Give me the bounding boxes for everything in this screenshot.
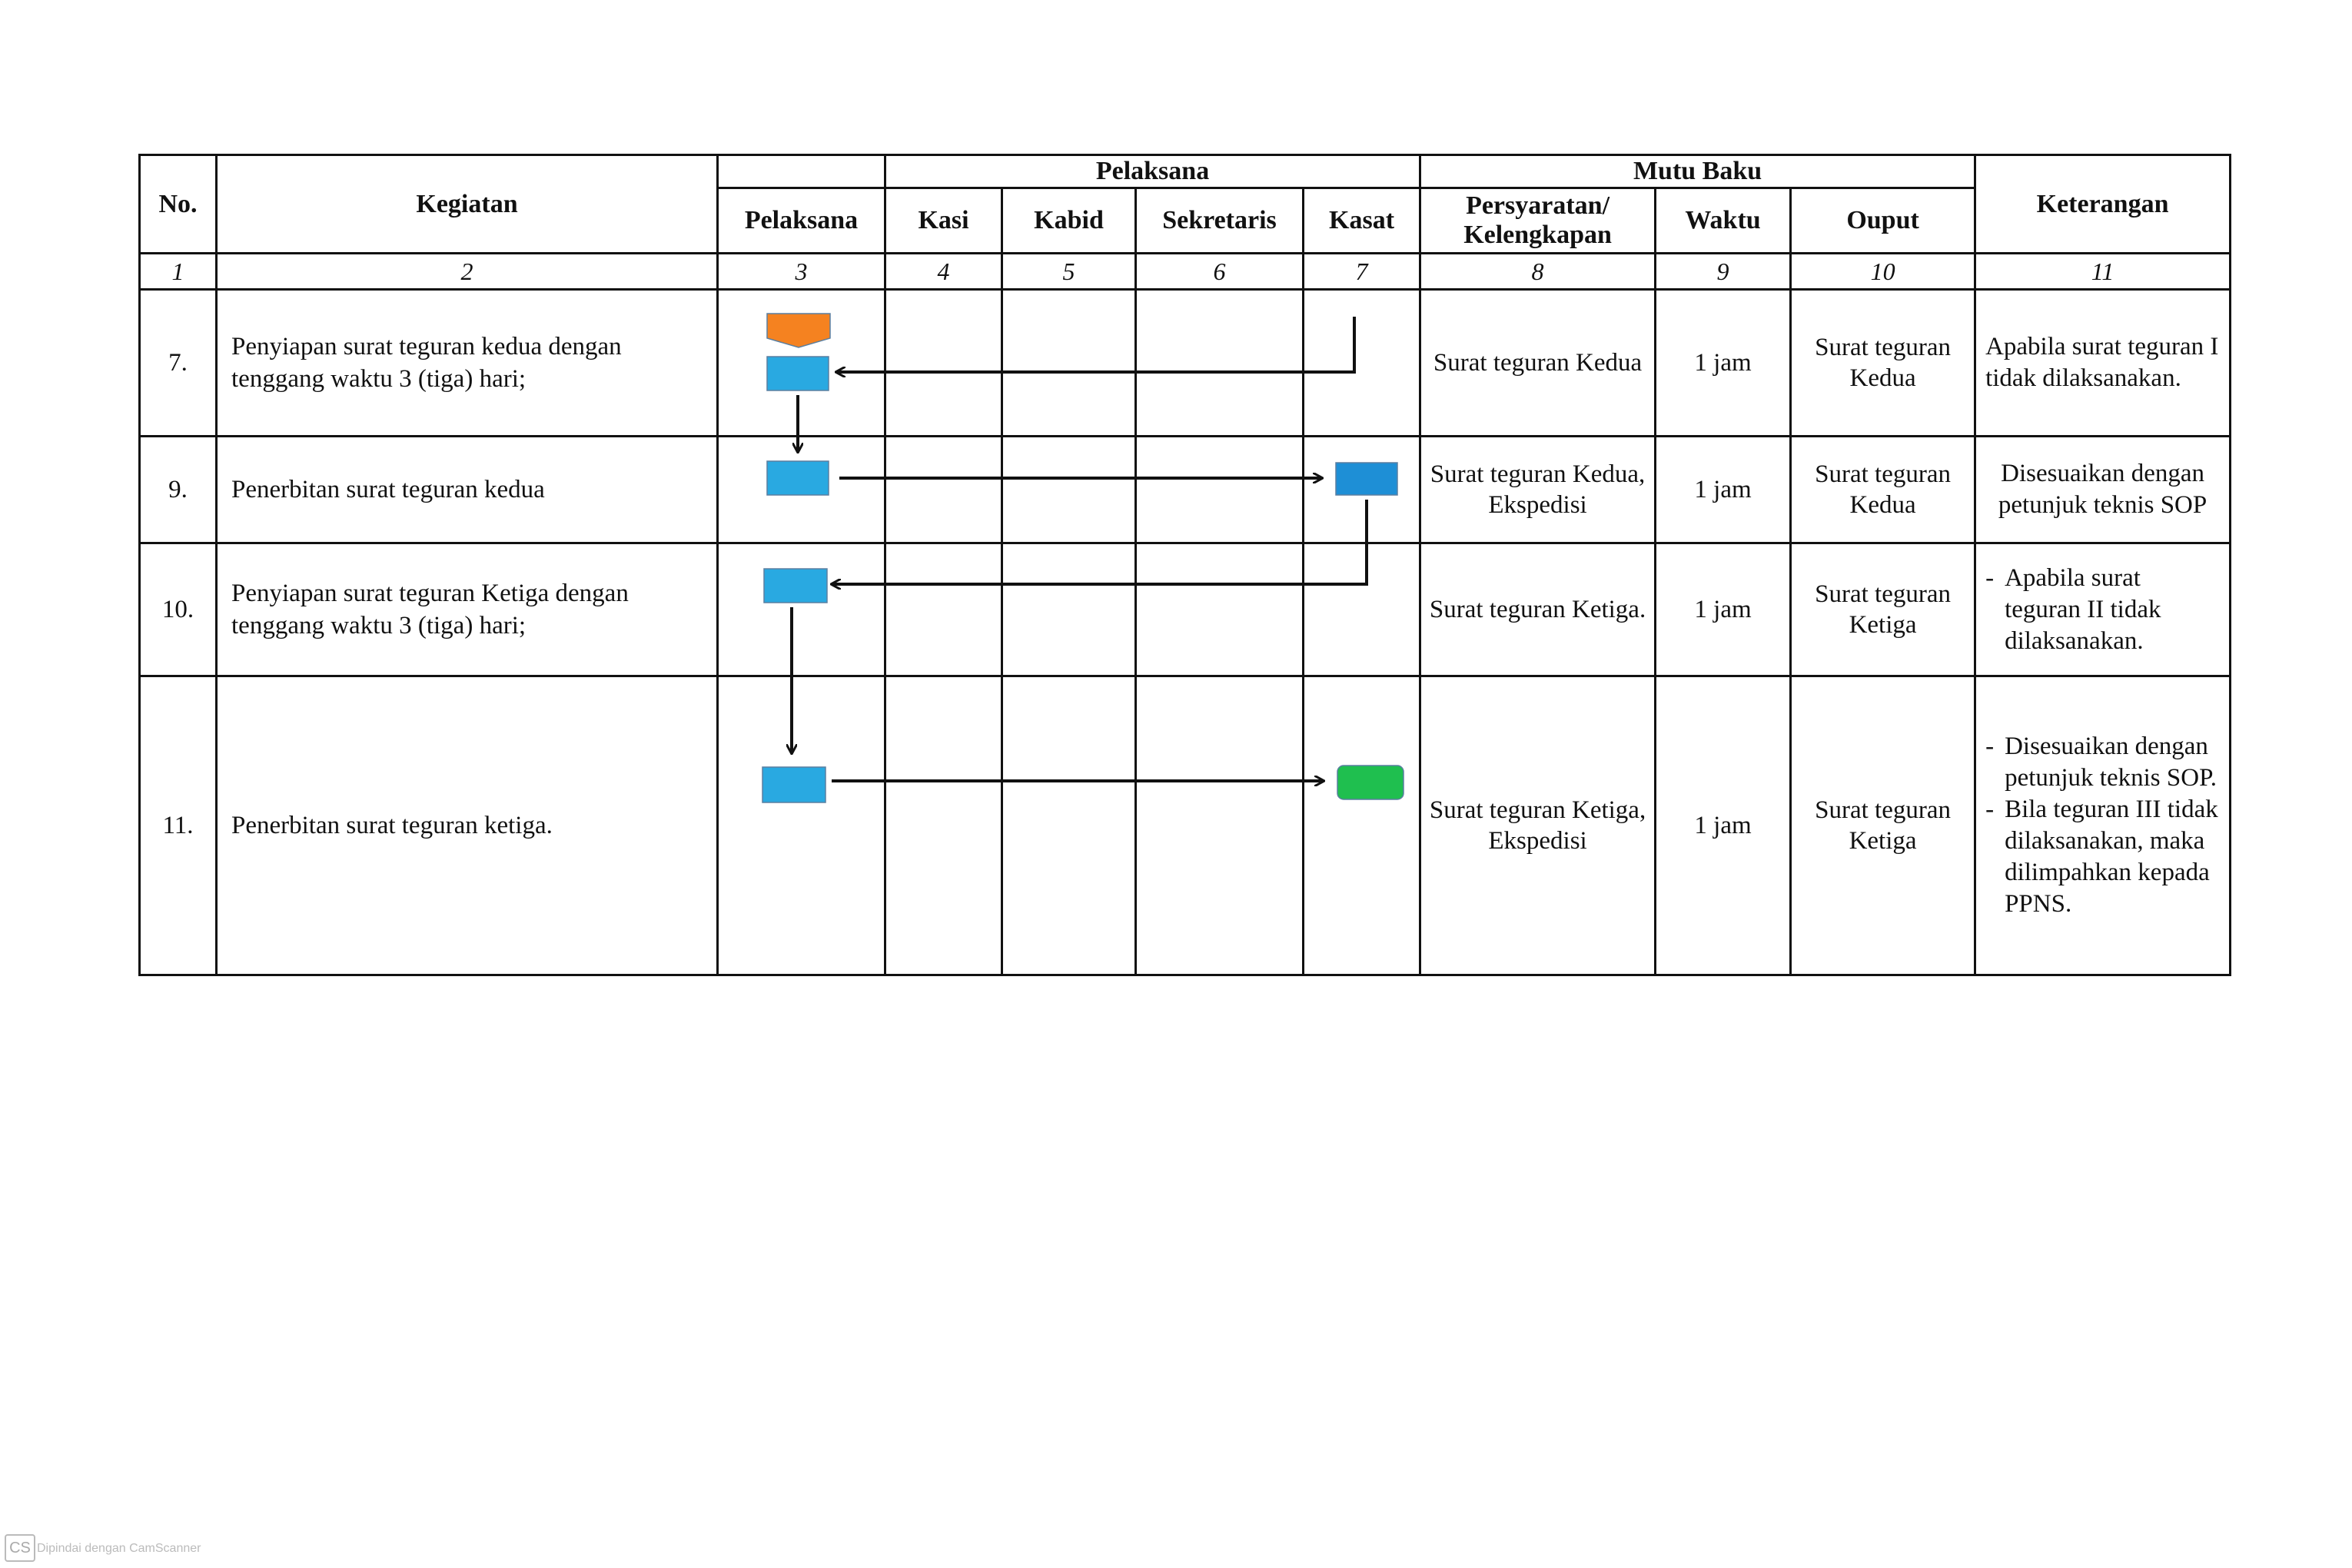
header-kasi: Kasi bbox=[885, 188, 1002, 254]
row-keterangan bbox=[1975, 543, 2231, 676]
lane-kasat bbox=[1304, 543, 1420, 676]
header-row-top bbox=[140, 155, 2231, 188]
lane-kasat bbox=[1304, 437, 1420, 543]
lane-pelaksana bbox=[718, 543, 885, 676]
column-number: 2 bbox=[217, 254, 718, 290]
row-number: 7. bbox=[140, 290, 217, 437]
keterangan-text: Apabila surat teguran II tidak dilaksanakan. bbox=[2005, 563, 2161, 655]
lane-sekretaris bbox=[1136, 676, 1304, 975]
row-number: 11. bbox=[140, 676, 217, 975]
lane-sekretaris bbox=[1136, 437, 1304, 543]
table-row bbox=[140, 676, 2231, 975]
header-sekretaris: Sekretaris bbox=[1136, 188, 1304, 254]
row-persyaratan: Surat teguran Ketiga. bbox=[1420, 543, 1656, 676]
column-number: 11 bbox=[1975, 254, 2231, 290]
row-kegiatan: Penerbitan surat teguran ketiga. bbox=[217, 676, 718, 975]
row-keterangan bbox=[1975, 676, 2231, 975]
lane-kasi bbox=[885, 437, 1002, 543]
header-kegiatan: Kegiatan bbox=[217, 155, 718, 254]
header-no: No. bbox=[140, 155, 217, 254]
header-kabid: Kabid bbox=[1002, 188, 1136, 254]
row-waktu: 1 jam bbox=[1656, 676, 1791, 975]
row-waktu: 1 jam bbox=[1656, 437, 1791, 543]
camscanner-logo: CS bbox=[5, 1534, 35, 1562]
row-kegiatan: Penerbitan surat teguran kedua bbox=[217, 437, 718, 543]
row-output: Surat teguran Kedua bbox=[1791, 290, 1975, 437]
table-row bbox=[140, 543, 2231, 676]
lane-kabid bbox=[1002, 543, 1136, 676]
lane-pelaksana bbox=[718, 676, 885, 975]
table-row bbox=[140, 437, 2231, 543]
lane-kasi bbox=[885, 290, 1002, 437]
keterangan-text: Disesuaikan dengan petunjuk teknis SOP. bbox=[2005, 733, 2217, 792]
row-persyaratan: Surat teguran Kedua bbox=[1420, 290, 1656, 437]
lane-kasat bbox=[1304, 676, 1420, 975]
column-number: 4 bbox=[885, 254, 1002, 290]
column-number: 7 bbox=[1304, 254, 1420, 290]
keterangan-text: Bila teguran III tidak dilaksanakan, maka dilimpahkan kepada PPNS. bbox=[2005, 796, 2218, 918]
lane-kasi bbox=[885, 676, 1002, 975]
keterangan-item: - Disesuaikan dengan petunjuk teknis SOP. bbox=[1985, 731, 2220, 794]
column-number: 9 bbox=[1656, 254, 1791, 290]
lane-sekretaris bbox=[1136, 543, 1304, 676]
header-mutu-baku: Mutu Baku bbox=[1420, 155, 1975, 188]
keterangan-item: - Bila teguran III tidak dilaksanakan, maka dilimpahkan kepada PPNS. bbox=[1985, 794, 2220, 920]
lane-pelaksana bbox=[718, 290, 885, 437]
header-persyaratan: Persyaratan/ Kelengkapan bbox=[1420, 188, 1656, 254]
sop-table bbox=[138, 154, 2231, 976]
column-number: 3 bbox=[718, 254, 885, 290]
column-number: 8 bbox=[1420, 254, 1656, 290]
lane-kasi bbox=[885, 543, 1002, 676]
row-keterangan: Disesuaikan dengan petunjuk teknis SOP bbox=[1975, 437, 2231, 543]
header-keterangan: Keterangan bbox=[1975, 155, 2231, 254]
row-waktu: 1 jam bbox=[1656, 290, 1791, 437]
row-kegiatan: Penyiapan surat teguran Ketiga dengan tenggang waktu 3 (tiga) hari; bbox=[217, 543, 718, 676]
row-kegiatan: Penyiapan surat teguran kedua dengan tenggang waktu 3 (tiga) hari; bbox=[217, 290, 718, 437]
lane-kabid bbox=[1002, 437, 1136, 543]
row-output: Surat teguran Ketiga bbox=[1791, 543, 1975, 676]
column-number: 5 bbox=[1002, 254, 1136, 290]
header-kasat: Kasat bbox=[1304, 188, 1420, 254]
row-output: Surat teguran Kedua bbox=[1791, 437, 1975, 543]
row-output: Surat teguran Ketiga bbox=[1791, 676, 1975, 975]
lane-kasat bbox=[1304, 290, 1420, 437]
header-pelaksana-group: Pelaksana bbox=[885, 155, 1420, 188]
table-row bbox=[140, 290, 2231, 437]
column-number: 1 bbox=[140, 254, 217, 290]
column-number: 6 bbox=[1136, 254, 1304, 290]
lane-kabid bbox=[1002, 290, 1136, 437]
row-waktu: 1 jam bbox=[1656, 543, 1791, 676]
row-persyaratan: Surat teguran Ketiga, Ekspedisi bbox=[1420, 676, 1656, 975]
header-pelaksana: Pelaksana bbox=[718, 188, 885, 254]
lane-pelaksana bbox=[718, 437, 885, 543]
lane-kabid bbox=[1002, 676, 1136, 975]
lane-sekretaris bbox=[1136, 290, 1304, 437]
keterangan-item: - Apabila surat teguran II tidak dilaksanakan. bbox=[1985, 563, 2220, 657]
row-number: 9. bbox=[140, 437, 217, 543]
row-keterangan: Apabila surat teguran I tidak dilaksanakan. bbox=[1975, 290, 2231, 437]
header-output: Ouput bbox=[1791, 188, 1975, 254]
camscanner-watermark: Dipindai dengan CamScanner bbox=[37, 1542, 201, 1555]
header-blank bbox=[718, 155, 885, 188]
column-number: 10 bbox=[1791, 254, 1975, 290]
header-waktu: Waktu bbox=[1656, 188, 1791, 254]
row-number: 10. bbox=[140, 543, 217, 676]
column-number-row bbox=[140, 254, 2231, 290]
row-persyaratan: Surat teguran Kedua, Ekspedisi bbox=[1420, 437, 1656, 543]
